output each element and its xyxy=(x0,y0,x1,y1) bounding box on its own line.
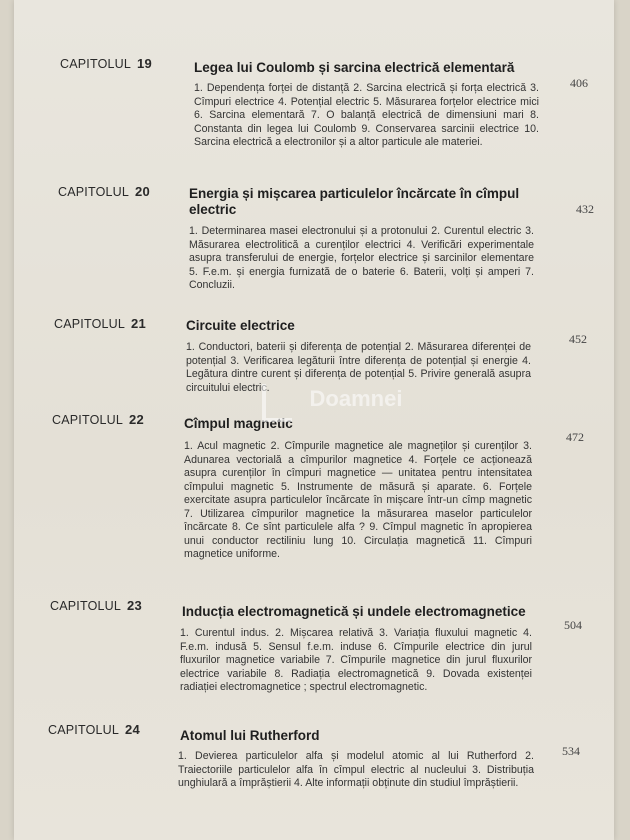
chapter-21-title: Circuite electrice xyxy=(186,318,295,333)
chapter-20-page-number: 432 xyxy=(576,202,594,216)
chapter-number: 24 xyxy=(125,722,140,737)
chapter-23-description: 1. Curentul indus. 2. Mișcarea relativă 3. Variația fluxului magnetic 4. F.e.m. indusă 5. Sensul f.e.m. induse 6. Cîmpurile electrice din jurul fluxurilor magnetice variabile 7. Cîmpurile magnetice din jurul fluxurilor electrice variabile 8. Radiația electromagnetică 9. Dovada existenței radiației electromagnetice ; spectrul electromagnetic. xyxy=(180,627,532,693)
chapter-24-page-number: 534 xyxy=(562,744,580,758)
chapter-number: 20 xyxy=(135,184,150,199)
chapter-23-title: Inducția electromagnetică și undele electromagnetice xyxy=(182,604,526,619)
watermark-text: Doamnei xyxy=(309,386,403,411)
chapter-number: 19 xyxy=(137,56,152,71)
chapter-19-label xyxy=(60,56,152,71)
chapter-21-label xyxy=(54,316,146,331)
chapter-number: 23 xyxy=(127,598,142,613)
chapter-20-title: Energia și mișcarea particulelor încărcate în cîmpul electric xyxy=(189,186,520,217)
chapter-19-title: Legea lui Coulomb și sarcina electrică elementară xyxy=(194,60,515,75)
chapter-22-label xyxy=(52,412,144,427)
chapter-number: 22 xyxy=(129,412,144,427)
chapter-label-text: CAPITOLUL xyxy=(58,185,130,199)
chapter-24-title: Atomul lui Rutherford xyxy=(180,728,320,743)
chapter-label-text: CAPITOLUL xyxy=(50,599,122,613)
chapter-23-label xyxy=(50,598,142,613)
chapter-19-page-number: 406 xyxy=(570,76,588,90)
chapter-number: 21 xyxy=(131,316,146,331)
chapter-label-text: CAPITOLUL xyxy=(48,723,120,737)
chapter-21-description: 1. Conductori, baterii și diferența de potențial 2. Măsurarea diferenței de potențial 3. Verificarea legăturii între diferența de potențial și energie 4. Legătura dintre curent și diferența de potențial 5. Privire generală asupra circuitului electric. xyxy=(186,341,531,394)
watermark-logo-mark xyxy=(262,384,292,422)
chapter-22-description: 1. Acul magnetic 2. Cîmpurile magnetice ale magneților și curenților 3. Adunarea vectorială a cîmpurilor magnetice 4. Forțele ce acționează asupra curenților în cîmpuri magnetice — unitatea pentru intensitatea cîmpului magnetic 5. Instrumente de măsură și aparate. 6. Forțele exercitate asupra particulelor încărcate în mișcare într-un cîmp magnetic 7. Utilizarea cîmpurilor magnetice la măsurarea maselor particulelor încărcate 8. Ce sînt particulele alfa ? 9. Cîmpul magnetic în apropierea unui conductor rectiliniu lung 10. Circulația magnetică 11. Cîmpuri magnetice uniforme. xyxy=(184,440,532,560)
chapter-21-page-number: 452 xyxy=(569,332,587,346)
chapter-label-text: CAPITOLUL xyxy=(54,317,126,331)
chapter-22-page-number: 472 xyxy=(566,430,584,444)
book-page xyxy=(14,0,614,840)
chapter-24-label xyxy=(48,722,140,737)
chapter-24-description: 1. Devierea particulelor alfa și modelul atomic al lui Rutherford 2. Traiectoriile particulelor alfa în cîmpul electric al nucleului 3. Distribuția unghiulară a împrăștierii 4. Alte informații obținute din studiul împrăștierii. xyxy=(178,750,534,789)
chapter-label-text: CAPITOLUL xyxy=(60,57,132,71)
chapter-22-title: Cîmpul magnetic xyxy=(184,416,293,431)
chapter-20-description: 1. Determinarea masei electronului și a protonului 2. Curentul electric 3. Măsurarea electrolitică a curenților electrici 4. Verificări experimentale asupra transferului de energie, forțelor electrice și sarcinilor elementare 5. F.e.m. și energia furnizată de o baterie 6. Baterii, volți și amperi 7. Concluzii. xyxy=(189,225,534,291)
chapter-label-text: CAPITOLUL xyxy=(52,413,124,427)
chapter-20-label xyxy=(58,184,150,199)
chapter-23-page-number: 504 xyxy=(564,618,582,632)
chapter-19-description: 1. Dependența forței de distanță 2. Sarcina electrică și forța electrică 3. Cîmpuri electrice 4. Potențial electric 5. Măsurarea forțelor electrice mici 6. Sarcina elementară 7. O balanță electrică de dimensiuni mari 8. Constanta din legea lui Coulomb 9. Conservarea sarcinii electrice 10. Sarcina electrică a electronilor și a altor particule ale materiei. xyxy=(194,82,539,148)
